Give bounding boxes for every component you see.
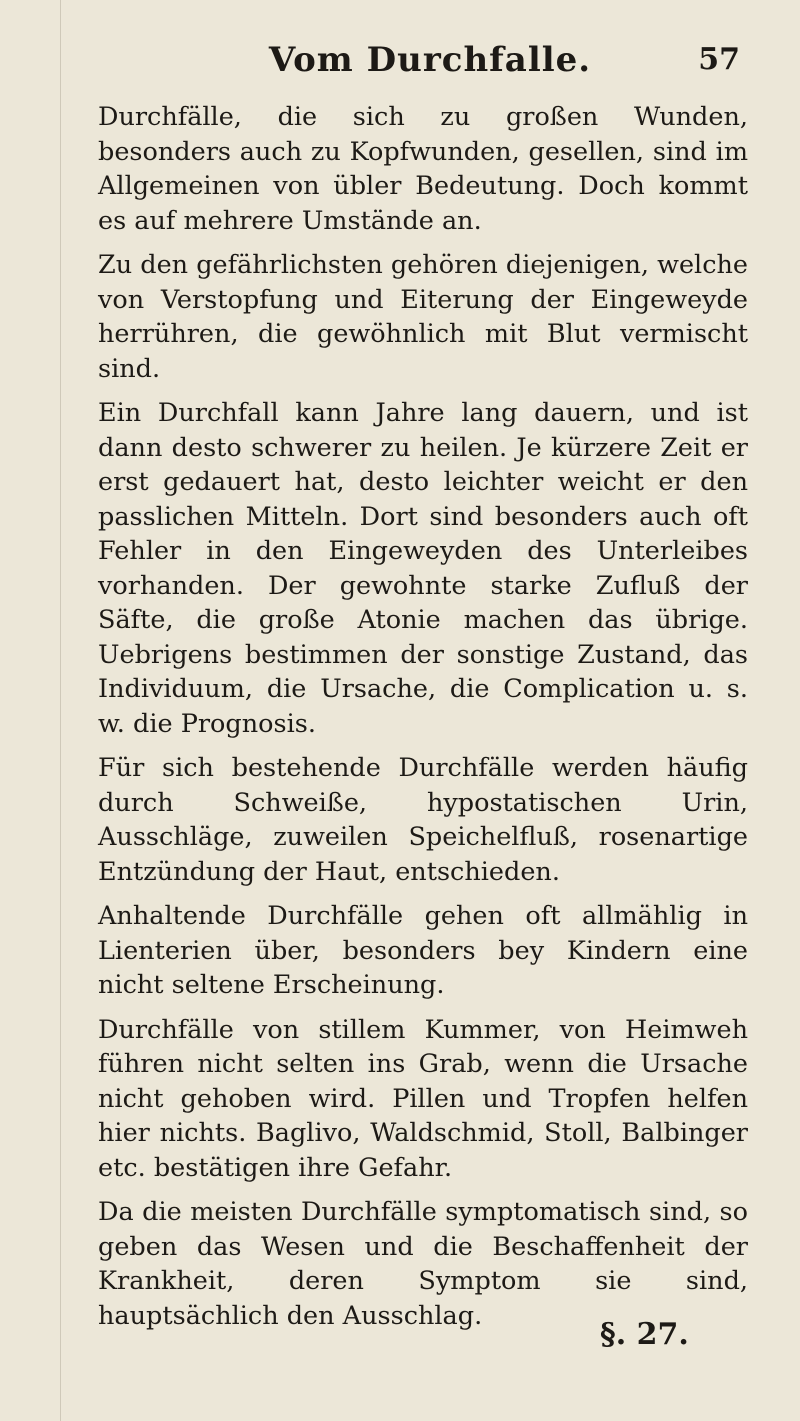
page-edge-shadow — [60, 0, 61, 1421]
running-title: Vom Durchfalle. — [268, 40, 592, 80]
page-number: 57 — [698, 42, 740, 77]
paragraph-6: Durchfälle von stillem Kummer, von Heimweh führen nicht selten ins Grab, wenn die Ursache nicht gehoben wird. Pillen und Tropfen helfen hier nichts. Baglivo, Waldschmid, Stoll, Balbinger etc. bestätigen ihre Gefahr. — [98, 1014, 748, 1183]
paragraph-7: Da die meisten Durchfälle symptomatisch sind, so geben das Wesen und die Beschaffenheit der Krankheit, deren Symptom sie sind, hauptsächlich den Ausschlag. — [98, 1197, 748, 1331]
paragraph-3: Ein Durchfall kann Jahre lang dauern, und ist dann desto schwerer zu heilen. Je kürzere Zeit er erst gedauert hat, desto leichter weicht er den passlichen Mitteln. Dort sind besonders auch oft Fehler in den Eingeweyden des Unterleibes vorhanden. Der gewohnte starke Zufluß der Säfte, die große Atonie machen das übrige. Uebrigens bestimmen der sonstige Zustand, das Individuum, die Ursache, die Complication u. s. w. die Prognosis. — [98, 398, 748, 739]
paragraph-5: Anhaltende Durchfälle gehen oft allmählig in Lienterien über, besonders bey Kindern eine nicht seltene Erscheinung. — [98, 901, 748, 1000]
page-body — [98, 100, 748, 1333]
paragraph-4: Für sich bestehende Durchfälle werden häufig durch Schweiße, hypostatischen Urin, Ausschläge, zuweilen Speichelfluß, rosenartige Entzündung der Haut, entschieden. — [98, 753, 748, 887]
page-header — [120, 40, 740, 80]
paragraph-2: Zu den gefährlichsten gehören diejenigen, welche von Verstopfung und Eiterung der Eingeweyde herrühren, die gewöhnlich mit Blut vermischt sind. — [98, 250, 748, 384]
section-mark: §. 27. — [600, 1317, 689, 1352]
paragraph-1: Durchfälle, die sich zu großen Wunden, besonders auch zu Kopfwunden, gesellen, sind im Allgemeinen von übler Bedeutung. Doch kommt es auf mehrere Umstände an. — [98, 102, 748, 236]
